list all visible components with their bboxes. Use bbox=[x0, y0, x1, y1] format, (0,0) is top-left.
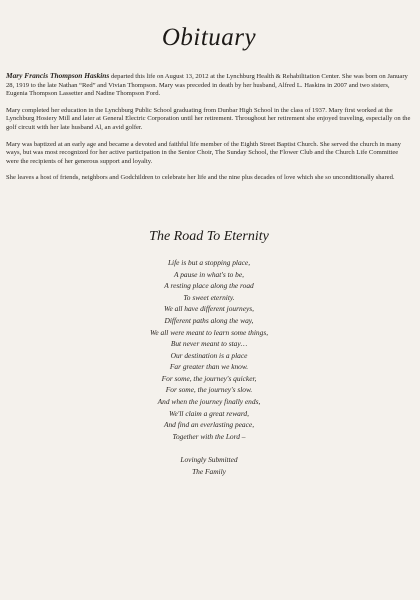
poem-line: Far greater than we know. bbox=[169, 362, 249, 372]
page-title: Obituary bbox=[161, 24, 257, 51]
signoff bbox=[6, 454, 412, 477]
deceased-name: Mary Francis Thompson Haskins bbox=[6, 71, 110, 80]
education-paragraph: Mary completed her education in the Lynchburg Public School graduating from Dunbar High School in the class of 1937. Mary first worked at the Lynchburg Hosiery Mill and later at General Electric Corporation until her retirement. Throughout her retirement she enjoyed traveling, especially on the golf circuit with her late husband Al, an avid golfer. bbox=[6, 106, 411, 131]
survivors-paragraph: She leaves a host of friends, neighbors and Godchildren to celebrate her life and the nine plus decades of love which she so unconditionally shared. bbox=[6, 174, 395, 182]
poem-line: For some, the journey's slow. bbox=[165, 385, 253, 395]
poem-line: We'll claim a great reward, bbox=[169, 408, 249, 418]
poem-line: To sweet eternity. bbox=[183, 292, 235, 302]
intro-paragraph bbox=[6, 72, 412, 99]
church-paragraph: Mary was baptized at an early age and became a devoted and faithful life member of the Eighth Street Baptist Church. She served the church in many ways, but was most recognized for her active participation in the Senior Choir, The Sunday School, the Flower Club and the Church Life Committee were the recipients of her generous support and loyalty. bbox=[6, 140, 401, 165]
poem-line: And find an everlasting peace, bbox=[163, 420, 255, 430]
poem-line: And when the journey finally ends, bbox=[157, 397, 261, 407]
poem-line: For some, the journey's quicker, bbox=[161, 373, 257, 383]
poem-line: We all have different journeys, bbox=[164, 304, 254, 314]
signoff-line: Lovingly Submitted bbox=[180, 455, 238, 465]
poem-line: Life is but a stopping place, bbox=[167, 257, 251, 267]
poem-line: Different paths along the way, bbox=[164, 315, 254, 325]
poem bbox=[6, 257, 412, 443]
intro-text: departed this life on August 13, 2012 at the Lynchburg Health & Rehabilitation Center. She was born on January 28, 1919 to the late Nathan “Red” and Vivian Thompson. Mary was preceded in death by her husband, Alfred L. Haskins in 2007 and two sisters, Eugenia Thompson Lassetter and Nadine Thompson Ford. bbox=[6, 73, 408, 98]
poem-line: But never meant to stay… bbox=[170, 339, 248, 349]
signoff-family: The Family bbox=[192, 467, 226, 477]
poem-line: A resting place along the road bbox=[164, 281, 254, 291]
poem-title: The Road To Eternity bbox=[149, 228, 269, 244]
poem-line: Our destination is a place bbox=[170, 350, 248, 360]
poem-line: Together with the Lord – bbox=[172, 431, 246, 441]
poem-line: A pause in what's to be, bbox=[173, 269, 244, 279]
poem-line: We all were meant to learn some things, bbox=[149, 327, 269, 337]
